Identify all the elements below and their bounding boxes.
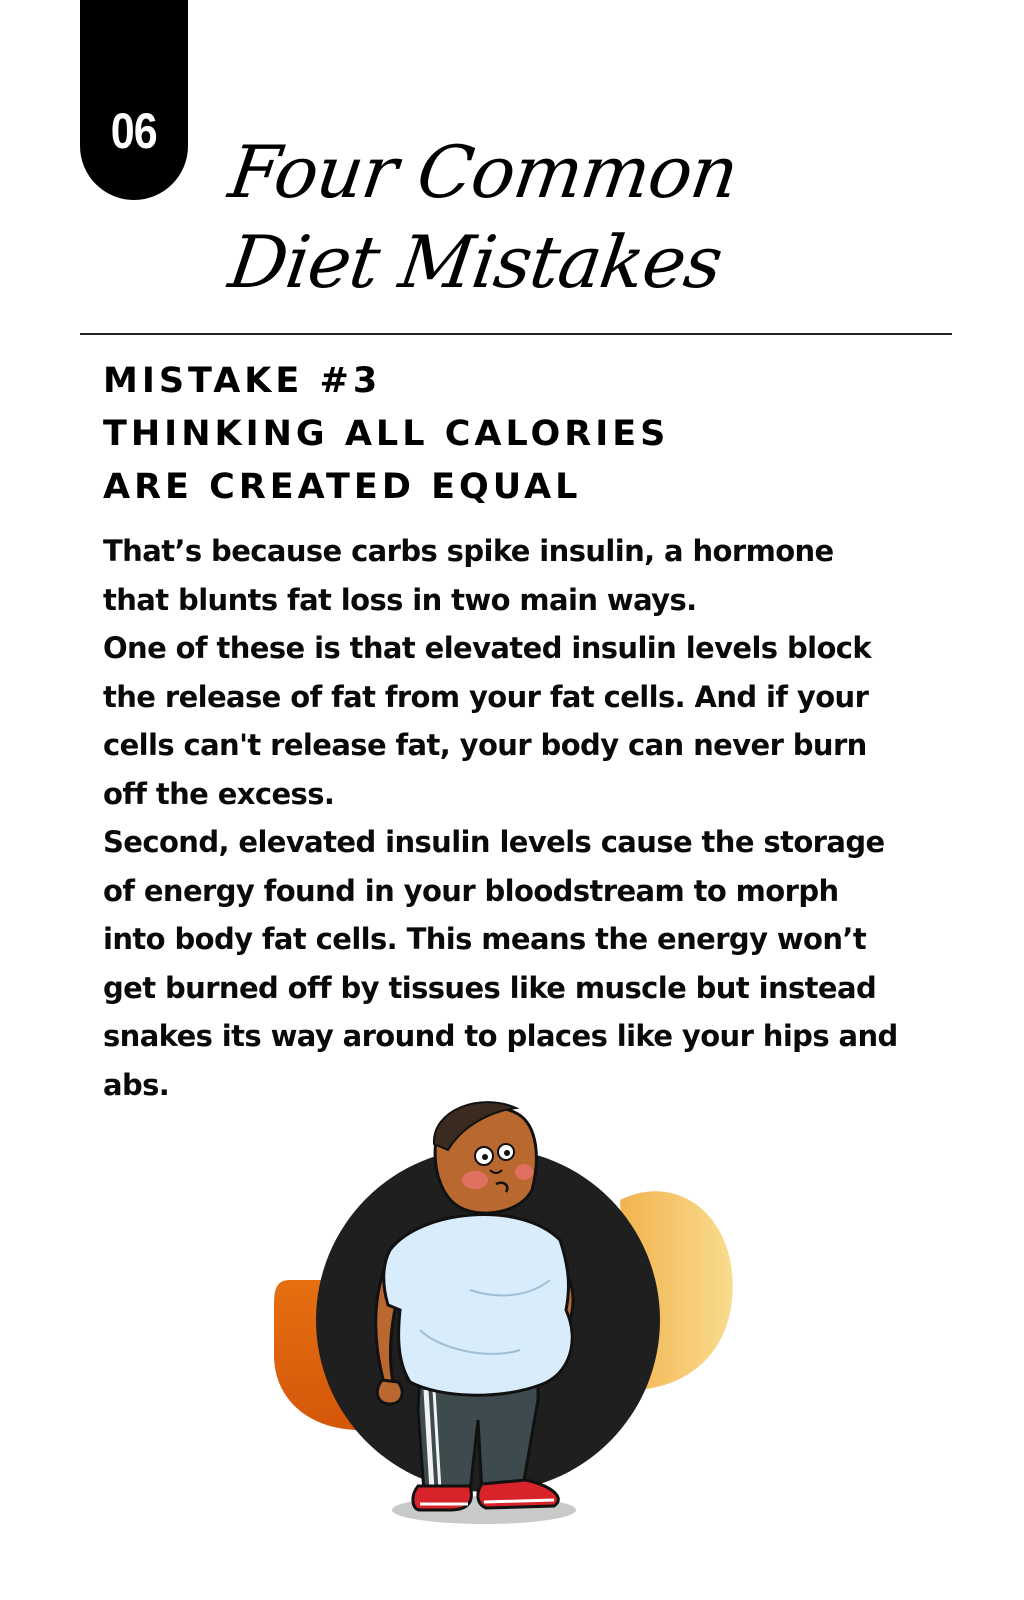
overweight-man-illustration: [270, 1100, 760, 1560]
page-title-line-1: Four Common: [224, 130, 743, 214]
body-line: Second, elevated insulin levels cause the storage: [103, 825, 885, 859]
page-number: 06: [110, 103, 158, 159]
body-paragraph: [103, 527, 983, 1109]
body-line: snakes its way around to places like your hips and: [103, 1019, 898, 1053]
mistake-heading-line-2: THINKING ALL CALORIES: [103, 414, 670, 454]
page-title: [225, 128, 745, 328]
mistake-heading: [103, 355, 923, 514]
body-line: of energy found in your bloodstream to morph: [103, 873, 839, 908]
page-number-tab: [80, 0, 188, 200]
body-line: That’s because carbs spike insulin, a hormone: [103, 534, 834, 568]
page-title-line-2: Diet Mistakes: [224, 220, 727, 304]
body-line: cells can't release fat, your body can never burn: [103, 728, 867, 762]
left-cheek: [462, 1171, 488, 1189]
shirt: [384, 1215, 573, 1396]
body-line: that blunts fat loss in two main ways.: [103, 582, 697, 617]
left-hand: [377, 1380, 402, 1404]
body-line: the release of fat from your fat cells. And if your: [103, 679, 869, 714]
right-shoe: [478, 1480, 558, 1508]
left-shoe: [413, 1486, 471, 1510]
mistake-heading-line-3: ARE CREATED EQUAL: [103, 467, 582, 507]
mistake-heading-line-1: MISTAKE #3: [103, 361, 382, 401]
body-line: into body fat cells. This means the energy won’t: [103, 922, 867, 956]
overweight-man-cartoon-icon: [270, 1100, 760, 1560]
right-cheek: [515, 1164, 533, 1180]
body-line: One of these is that elevated insulin levels block: [103, 631, 872, 665]
body-line: abs.: [103, 1067, 170, 1102]
title-divider: [80, 333, 952, 335]
body-line: get burned off by tissues like muscle but instead: [103, 970, 877, 1005]
body-line: off the excess.: [103, 776, 335, 811]
